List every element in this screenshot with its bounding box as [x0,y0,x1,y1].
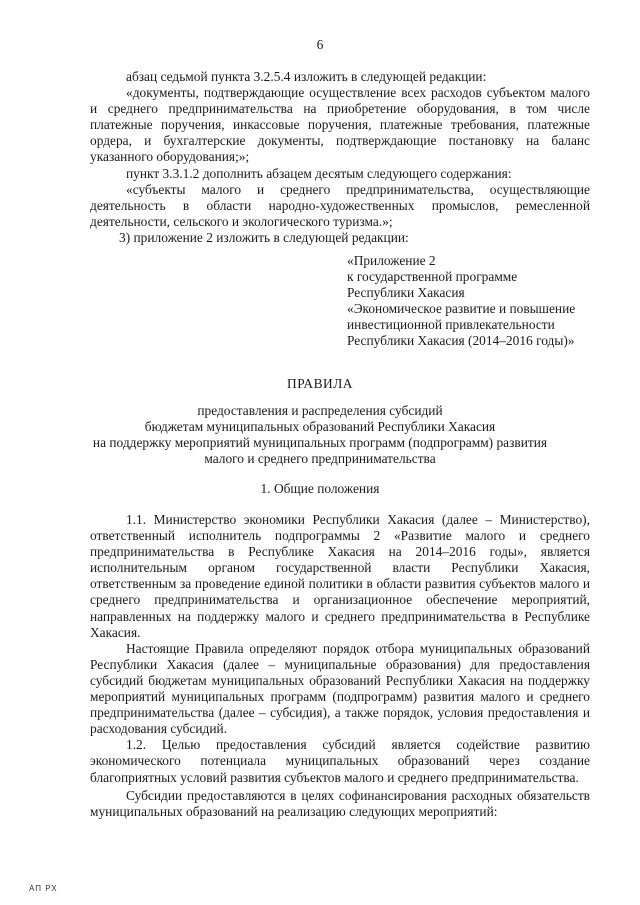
amendment-paragraph: «документы, подтверждающие осуществление всех расходов субъектом малого и среднего предпринимательства на приобретение оборудования, в том числе платежные поручения, инкассовые поручения, платежные требования, платежные ордера, и бухгалтерские документы, подтверждающие постановку на баланс указанного оборудования;»; [90,85,590,165]
appendix-line: «Экономическое развитие и повышение [347,301,576,317]
amendment-paragraph: абзац седьмой пункта 3.2.5.4 изложить в следующей редакции: [126,69,487,84]
subtitle-line: на поддержку мероприятий муниципальных программ (подпрограмм) развития [92,435,548,451]
amendment-paragraph: «субъекты малого и среднего предпринимательства, осуществляющие деятельность в области народно-художественных промыслов, ремесленной деятельности, сельского и экологического туризма.»; [90,181,590,229]
amendment-paragraph: 3) приложение 2 изложить в следующей редакции: [119,229,409,245]
body-paragraph: Настоящие Правила определяют порядок отбора муниципальных образований Республики Хакасия (далее – муниципальные образования) для предоставления субсидий бюджетам муниципальных образований Республики Хакасия на поддержку мероприятий муниципальных программ (подпрограмм) развития малого и среднего предпринимательства (далее – субсидия), а также порядок, условия предоставления и расходования субсидий. [90,640,590,737]
footer-mark: АП РХ [29,884,58,893]
page-number: 6 [316,37,324,52]
subtitle-line: малого и среднего предпринимательства [204,451,436,467]
section-body [90,512,590,820]
appendix-header [347,253,597,350]
appendix-line: Республики Хакасия [347,285,465,301]
appendix-line: «Приложение 2 [347,253,436,268]
appendix-line: к государственной программе [347,269,518,285]
subtitle-line: предоставления и распределения субсидий [197,403,443,419]
document-title [60,376,580,467]
body-paragraph: 1.1. Министерство экономики Республики Хакасия (далее – Министерство), ответственный исполнитель подпрограммы 2 «Развитие малого и среднего предпринимательства в Республике Хакасия на 2014–2016 годы», является исполнительным органом государственной власти Республики Хакасия, ответственным за проведение единой политики в области развития субъектов малого и среднего предпринимательства и организационное обеспечение мероприятий, направленных на поддержку малого и среднего предпринимательства в Республике Хакасия. [90,512,590,640]
title-heading: ПРАВИЛА [287,376,353,391]
section-title: 1. Общие положения [260,481,380,496]
title-subtitle [60,403,580,467]
amendment-paragraph: пункт 3.3.1.2 дополнить абзацем десятым следующего содержания: [126,165,512,181]
body-paragraph: 1.2. Целью предоставления субсидий является содействие развитию экономического потенциала муниципальных образований через создание благоприятных условий развития субъектов малого и среднего предпринимательства. [90,737,590,785]
appendix-line: инвестиционной привлекательности [347,317,555,333]
amendment-text [90,69,590,246]
appendix-line: Республики Хакасия (2014–2016 годы)» [347,333,575,349]
body-paragraph: Субсидии предоставляются в целях софинансирования расходных обязательств муниципальных образований на реализацию следующих мероприятий: [90,787,590,819]
subtitle-line: бюджетам муниципальных образований Республики Хакасия [144,419,496,435]
